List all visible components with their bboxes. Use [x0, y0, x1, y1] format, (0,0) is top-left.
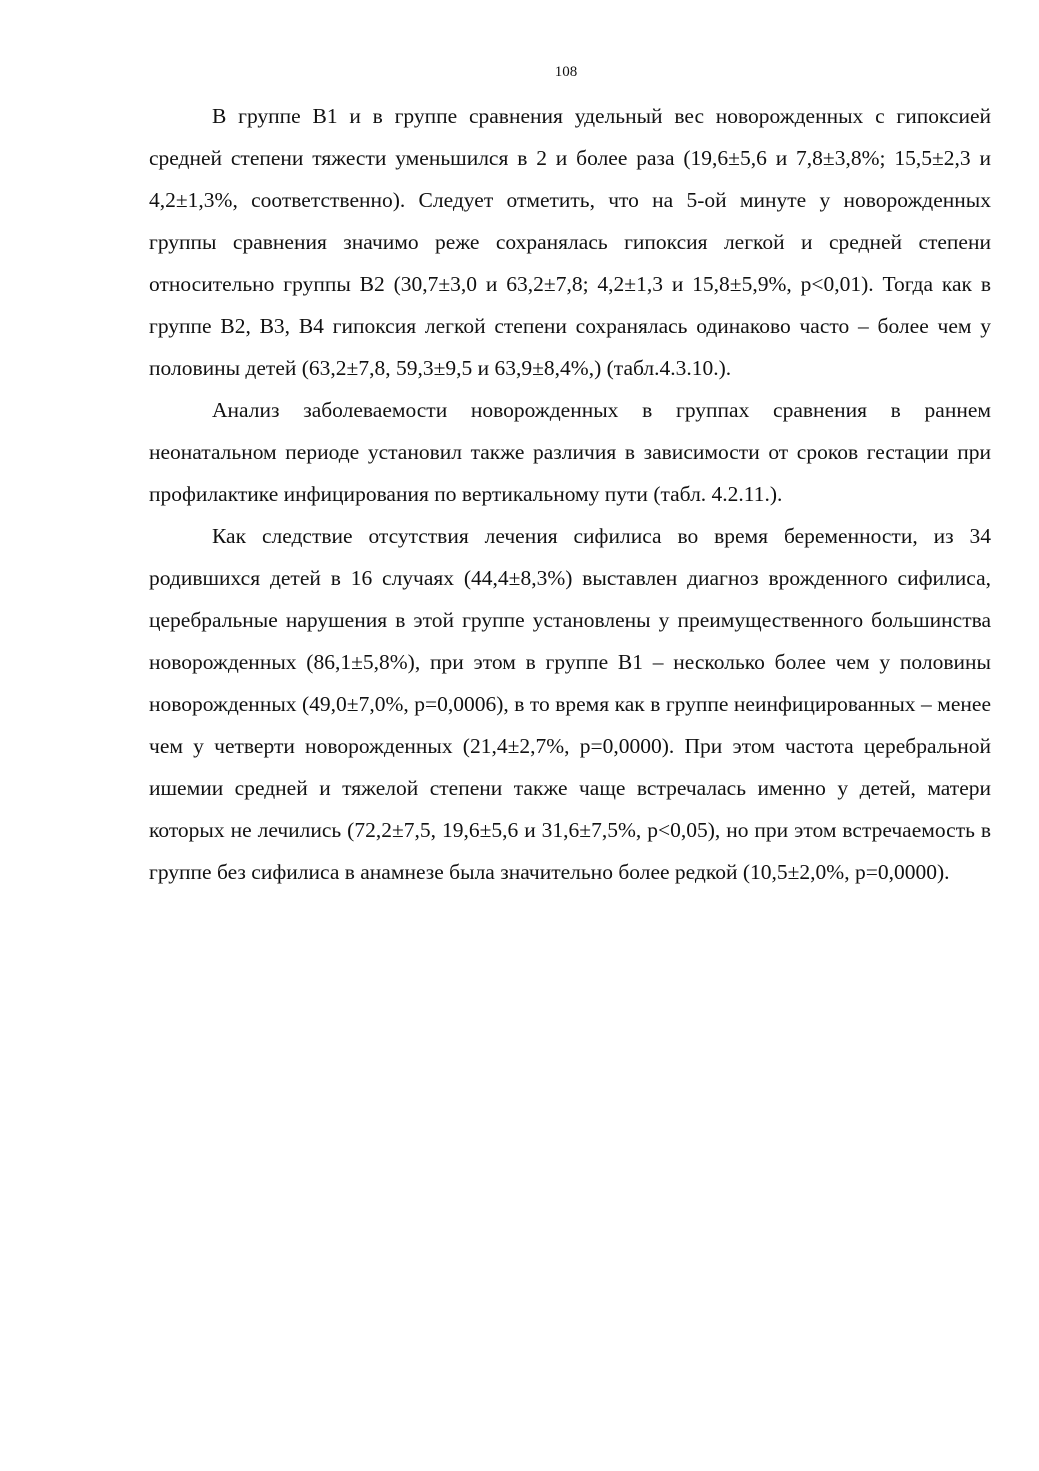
document-body [149, 95, 991, 893]
paragraph-hypoxia-comparison: В группе В1 и в группе сравнения удельный вес новорожденных с гипоксией средней степени тяжести уменьшился в 2 и более раза (19,6±5,6 и 7,8±3,8%; 15,5±2,3 и 4,2±1,3%, соответственно). Следует отметить, что на 5-ой минуте у новорожденных группы сравнения значимо реже сохранялась гипоксия легкой и средней степени относительно группы В2 (30,7±3,0 и 63,2±7,8; 4,2±1,3 и 15,8±5,9%, р<0,01). Тогда как в группе В2, В3, В4 гипоксия легкой степени сохранялась одинаково часто – более чем у половины детей (63,2±7,8, 59,3±9,5 и 63,9±8,4%,) (табл.4.3.10.). [149, 104, 991, 380]
page-number: 108 [554, 64, 578, 80]
paragraph-syphilis-consequences: Как следствие отсутствия лечения сифилиса во время беременности, из 34 родившихся детей в 16 случаях (44,4±8,3%) выставлен диагноз врожденного сифилиса, церебральные нарушения в этой группе установлены у преимущественного большинства новорожденных (86,1±5,8%), при этом в группе В1 – несколько более чем у половины новорожденных (49,0±7,0%, р=0,0006), в то время как в группе неинфицированных – менее чем у четверти новорожденных (21,4±2,7%, р=0,0000). При этом частота церебральной ишемии средней и тяжелой степени также чаще встречалась именно у детей, матери которых не лечились (72,2±7,5, 19,6±5,6 и 31,6±7,5%, р<0,05), но при этом встречаемость в группе без сифилиса в анамнезе была значительно более редкой (10,5±2,0%, р=0,0000). [149, 524, 991, 884]
paragraph-morbidity-analysis: Анализ заболеваемости новорожденных в группах сравнения в раннем неонатальном периоде установил также различия в зависимости от сроков гестации при профилактике инфицирования по вертикальному пути (табл. 4.2.11.). [149, 398, 991, 506]
